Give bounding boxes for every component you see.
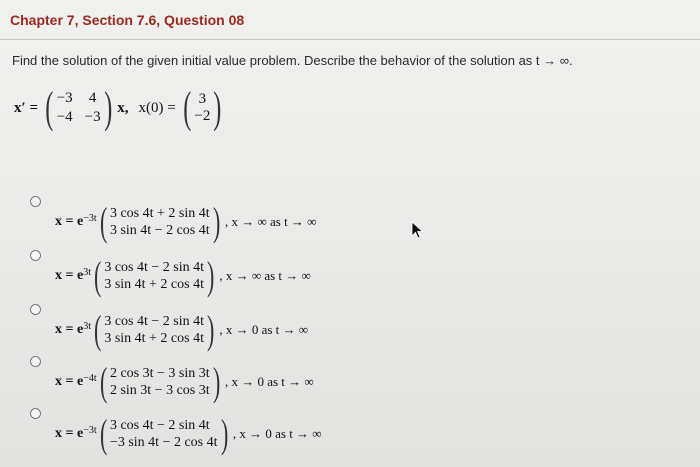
matrix-entry: −3 [84, 109, 101, 125]
option-equation: x = e −4t ( 2 cos 3t − 3 sin 3t 2 sin 3t − 3 cos 3t ) , x → 0 as t → ∞ [55, 359, 314, 404]
answer-option-e[interactable] [30, 408, 670, 460]
option-row-1: 3 cos 4t + 2 sin 4t [109, 206, 210, 221]
question-prompt: Find the solution of the given initial value problem. Describe the behavior of the solution as t → ∞. [12, 53, 573, 68]
option-lhs: x = e [55, 322, 84, 337]
option-exponent: 3t [83, 320, 91, 332]
radio-button[interactable] [30, 356, 41, 367]
option-exponent: −3t [83, 212, 97, 224]
option-exponent: −4t [83, 372, 97, 384]
option-row-2: 3 sin 4t + 2 cos 4t [104, 331, 204, 346]
mouse-pointer-icon [411, 221, 425, 239]
initial-vector: ( 3 −2 ) [183, 83, 222, 132]
question-title: Chapter 7, Section 7.6, Question 08 [10, 12, 245, 28]
option-lhs: x = e [55, 268, 84, 283]
option-equation: x = e 3t ( 3 cos 4t − 2 sin 4t 3 sin 4t + 2 cos 4t ) , x → ∞ as t → ∞ [55, 253, 311, 298]
radio-button[interactable] [30, 408, 41, 419]
radio-button[interactable] [30, 196, 41, 207]
option-row-2: 3 sin 4t − 2 cos 4t [109, 223, 210, 238]
option-equation: x = e 3t ( 3 cos 4t − 2 sin 4t 3 sin 4t + 2 cos 4t ) , x → 0 as t → ∞ [55, 307, 309, 352]
option-behavior: , x → 0 as t → ∞ [224, 374, 314, 389]
option-row-2: 2 sin 3t − 3 cos 3t [109, 383, 210, 398]
option-behavior: , x → 0 as t → ∞ [232, 426, 322, 441]
option-exponent: −3t [83, 424, 97, 436]
option-lhs: x = e [55, 214, 84, 229]
radio-button[interactable] [30, 250, 41, 261]
system-rhs-vector: x, [117, 99, 129, 116]
option-equation: x = e −3t ( 3 cos 4t − 2 sin 4t −3 sin 4t − 2 cos 4t ) , x → 0 as t → ∞ [55, 411, 322, 456]
matrix-entry: −3 [56, 90, 73, 106]
initial-value-problem [14, 83, 225, 132]
vector-entry: −2 [194, 108, 211, 124]
option-row-2: −3 sin 4t − 2 cos 4t [109, 435, 218, 450]
vector-entry: 3 [198, 91, 207, 107]
option-row-1: 3 cos 4t − 2 sin 4t [109, 418, 210, 433]
option-exponent: 3t [83, 266, 91, 278]
option-row-1: 2 cos 3t − 3 sin 3t [109, 366, 210, 381]
option-lhs: x = e [55, 374, 84, 389]
divider [0, 39, 700, 40]
option-equation: x = e −3t ( 3 cos 4t + 2 sin 4t 3 sin 4t − 2 cos 4t ) , x → ∞ as t → ∞ [55, 199, 317, 244]
matrix-entry: −4 [56, 109, 73, 125]
initial-condition-label: x(0) = [138, 99, 176, 116]
answer-option-a[interactable] [30, 196, 670, 248]
option-row-1: 3 cos 4t − 2 sin 4t [104, 314, 204, 329]
answer-option-d[interactable] [30, 356, 670, 408]
option-behavior: , x → ∞ as t → ∞ [224, 214, 317, 229]
matrix-entry: 4 [88, 90, 97, 106]
system-lhs: x′ = [14, 99, 39, 116]
option-behavior: , x → ∞ as t → ∞ [219, 268, 311, 283]
coefficient-matrix: ( −3 4 −4 −3 ) [45, 83, 112, 132]
answer-option-b[interactable] [30, 250, 670, 302]
option-behavior: , x → 0 as t → ∞ [219, 322, 309, 337]
option-row-2: 3 sin 4t + 2 cos 4t [104, 277, 204, 292]
option-lhs: x = e [55, 426, 84, 441]
radio-button[interactable] [30, 304, 41, 315]
answer-option-c[interactable] [30, 304, 670, 356]
option-row-1: 3 cos 4t − 2 sin 4t [104, 260, 204, 275]
